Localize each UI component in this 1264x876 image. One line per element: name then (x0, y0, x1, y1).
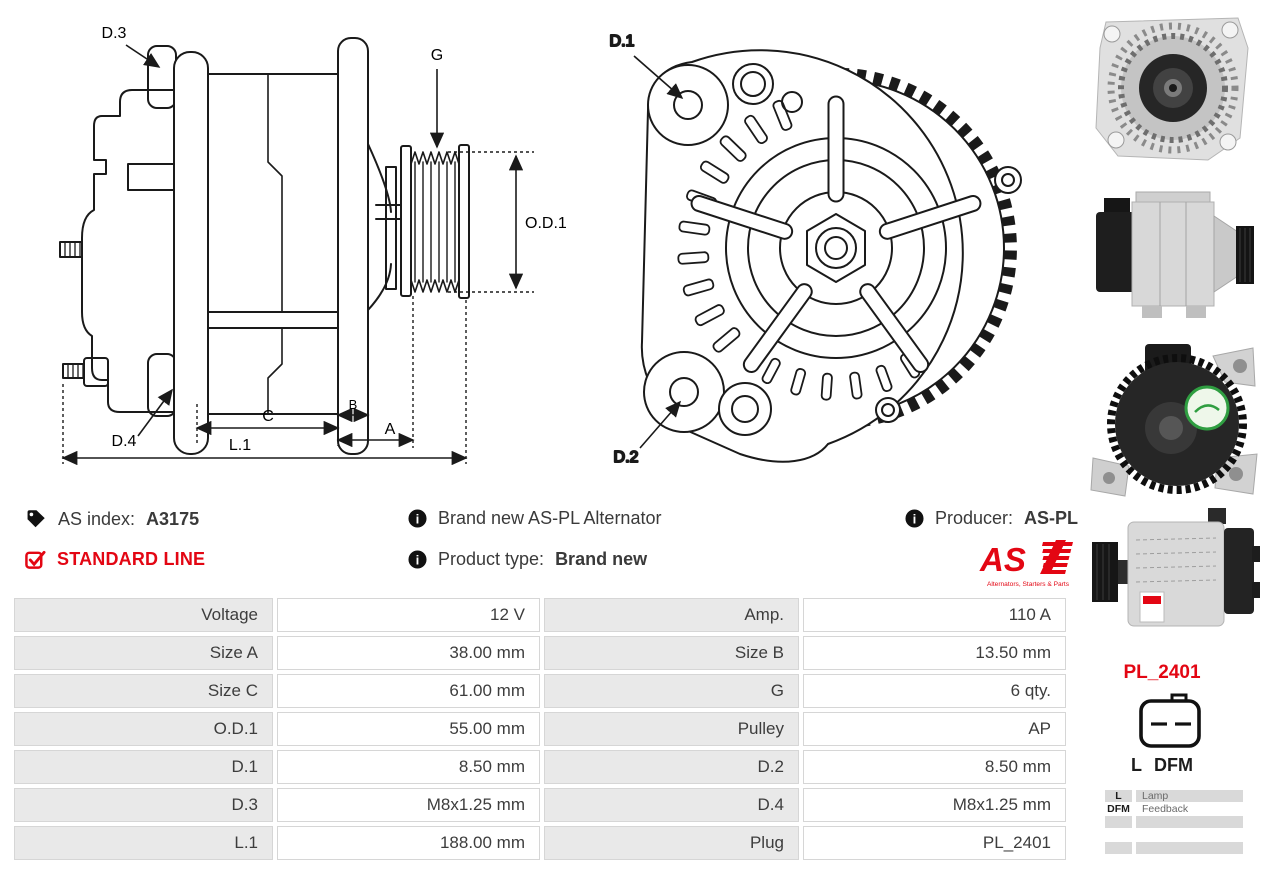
spec-table (14, 598, 1070, 860)
pin-right-label: DFM (1154, 755, 1193, 775)
pin-left-label: L (1131, 755, 1142, 775)
spec-value: 12 V (277, 598, 540, 632)
label-c: C (262, 408, 274, 425)
legend-key (1105, 816, 1132, 828)
product-photo-1[interactable] (1088, 8, 1258, 173)
side-view-diagram (28, 12, 573, 474)
producer-value: AS-PL (1024, 508, 1079, 528)
standard-line-label: STANDARD LINE (57, 549, 206, 569)
spec-label: D.3 (14, 788, 273, 822)
product-photo-3[interactable] (1085, 338, 1260, 507)
spec-value: 8.50 mm (277, 750, 540, 784)
as-index-value: A3175 (146, 508, 200, 529)
legend-row (1105, 790, 1245, 802)
legend-desc (1136, 829, 1243, 841)
legend-row (1105, 816, 1245, 828)
legend-desc: Feedback (1142, 803, 1189, 815)
spec-label: O.D.1 (14, 712, 273, 746)
product-type-label: Product type: (438, 549, 545, 569)
product-type-value: Brand new (555, 549, 648, 569)
spec-label: Amp. (544, 598, 799, 632)
spec-label: Voltage (14, 598, 273, 632)
legend-key: L (1105, 790, 1132, 802)
svg-text:i: i (415, 552, 420, 568)
label-d4: D.4 (111, 433, 137, 450)
label-b: B (348, 397, 358, 412)
spec-label: Pulley (544, 712, 799, 746)
pulley (401, 145, 469, 298)
spec-label: D.4 (544, 788, 799, 822)
plug-connector-diagram (1134, 692, 1206, 752)
product-type-row (408, 549, 647, 570)
legend-key: DFM (1107, 803, 1130, 815)
spec-label: Plug (544, 826, 799, 860)
upper-stud (60, 242, 82, 257)
mount-ear-top (648, 65, 728, 145)
legend-row (1105, 829, 1245, 841)
lower-stud-boss (84, 358, 108, 386)
eco-sticker (1186, 387, 1228, 429)
description-row (408, 508, 661, 529)
legend-desc (1136, 816, 1243, 828)
mount-lug-top (148, 46, 176, 108)
spec-value: 110 A (803, 598, 1066, 632)
legend-desc: Lamp (1136, 790, 1243, 802)
mount-ear-bottom (644, 352, 724, 432)
spec-label: Size C (14, 674, 273, 708)
spec-value: 188.00 mm (277, 826, 540, 860)
label-d2: D.2 (613, 449, 639, 466)
label-d1: D.1 (609, 33, 635, 50)
spec-label: D.1 (14, 750, 273, 784)
plug-legend-table (1105, 790, 1245, 855)
checkbox-checked-icon (25, 549, 46, 570)
mount-lug-bottom (148, 354, 176, 416)
label-g: G (430, 47, 444, 64)
spec-label: Size B (544, 636, 799, 670)
info-icon (408, 550, 427, 569)
as-index-label: AS index: (58, 508, 136, 529)
spec-value: 61.00 mm (277, 674, 540, 708)
producer-label: Producer: (935, 508, 1014, 528)
product-description: Brand new AS-PL Alternator (438, 508, 662, 528)
spec-value: 55.00 mm (277, 712, 540, 746)
svg-text:i: i (415, 511, 420, 527)
spec-value: AP (803, 712, 1066, 746)
spec-label: L.1 (14, 826, 273, 860)
standard-line-row (25, 549, 205, 570)
logo-tagline: Alternators, Starters & Parts (986, 581, 1070, 588)
svg-text:i: i (912, 511, 917, 527)
spec-value: 38.00 mm (277, 636, 540, 670)
label-l1: L.1 (228, 437, 252, 454)
as-pl-logo (978, 538, 1078, 590)
legend-key (1105, 829, 1132, 841)
logo-text: AS (980, 541, 1026, 578)
producer-row (905, 508, 1078, 529)
label-d3: D.3 (101, 25, 127, 42)
product-photo-4[interactable] (1088, 498, 1260, 653)
spec-label: D.2 (544, 750, 799, 784)
spec-value: 8.50 mm (803, 750, 1066, 784)
alternator-front-outline (642, 50, 1021, 462)
spec-value: PL_2401 (803, 826, 1066, 860)
spec-value: M8x1.25 mm (803, 788, 1066, 822)
front-view-diagram (588, 12, 1070, 474)
as-index-row (25, 508, 199, 530)
legend-key (1105, 842, 1132, 854)
legend-row (1105, 842, 1245, 854)
info-icon (408, 509, 427, 528)
plug-code: PL_2401 (1123, 662, 1201, 683)
label-a: A (384, 421, 396, 438)
spec-value: 13.50 mm (803, 636, 1066, 670)
legend-desc (1136, 842, 1243, 854)
product-photo-2[interactable] (1090, 174, 1258, 335)
spec-value: M8x1.25 mm (277, 788, 540, 822)
alternator-side-outline (60, 38, 469, 454)
legend-row (1105, 803, 1245, 815)
spec-label: G (544, 674, 799, 708)
spec-value: 6 qty. (803, 674, 1066, 708)
spec-label: Size A (14, 636, 273, 670)
tag-icon (25, 508, 47, 530)
info-icon (905, 509, 924, 528)
label-od1: O.D.1 (525, 215, 567, 232)
plug-pin-labels (1098, 755, 1226, 776)
